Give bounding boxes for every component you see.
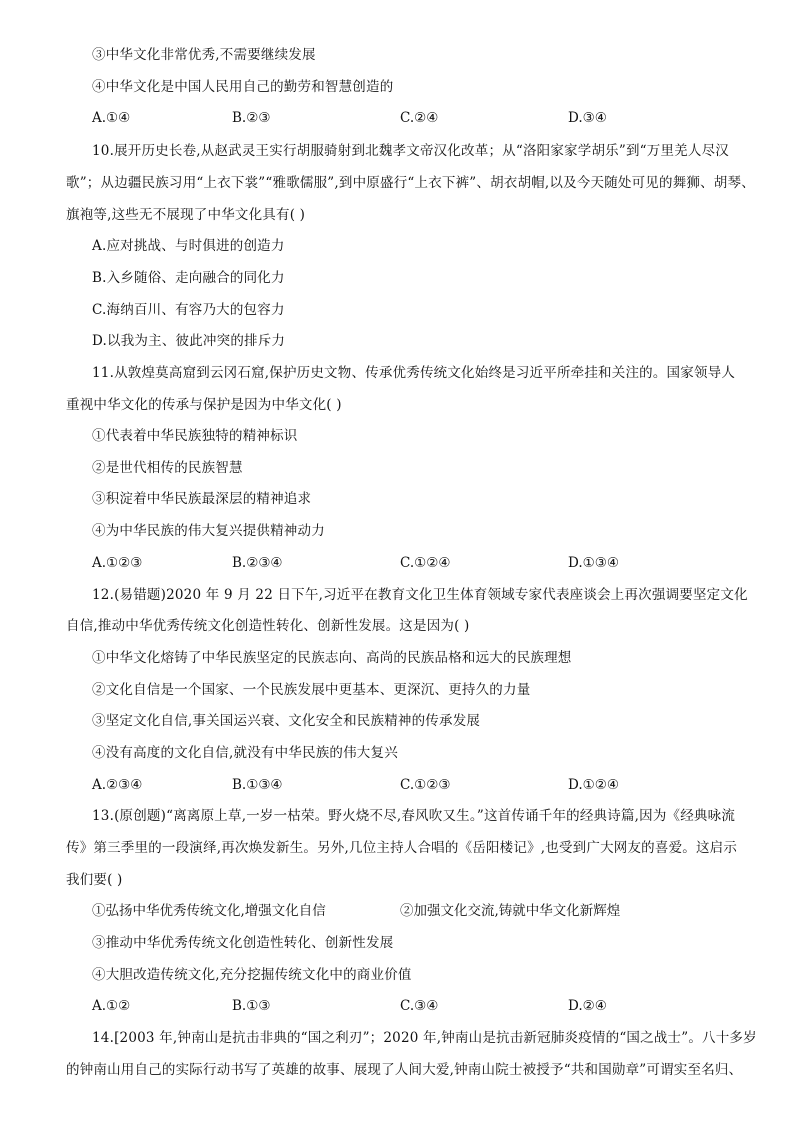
q13-stem-line2: 传》第三季里的一段演绎,再次焕发新生。另外,几位主持人合唱的《岳阳楼记》,也受到广大网友的喜爱。这启示 <box>66 840 738 856</box>
q10-option-a: A.应对挑战、与时俱进的创造力 <box>92 238 285 254</box>
q14-stem-line1: 14.[2003 年,钟南山是抗击非典的“国之利刃”；2020 年,钟南山是抗击新冠肺炎疫情的“国之战士”。八十多岁 <box>92 1030 757 1046</box>
q11-statement-2: ②是世代相传的民族智慧 <box>92 460 243 476</box>
q10-option-d: D.以我为主、彼此冲突的排斥力 <box>92 333 286 349</box>
q13-choice-d: D.②④ <box>568 998 607 1014</box>
q9-choice-d: D.③④ <box>568 110 607 126</box>
q10-stem-line1: 10.展开历史长卷,从赵武灵王实行胡服骑射到北魏孝文帝汉化改革；从“洛阳家家学胡乐”到“万里羌人尽汉 <box>92 143 729 159</box>
q11-statement-4: ④为中华民族的伟大复兴提供精神动力 <box>92 523 325 539</box>
q11-choice-d: D.①③④ <box>568 555 619 571</box>
q12-statement-4: ④没有高度的文化自信,就没有中华民族的伟大复兴 <box>92 745 398 761</box>
q13-stem-line3: 我们要( ) <box>66 872 123 888</box>
q9-choice-b: B.②③ <box>232 110 271 126</box>
q9-option-3: ③中华文化非常优秀,不需要继续发展 <box>92 47 316 63</box>
q11-choice-a: A.①②③ <box>92 555 143 571</box>
q10-option-c: C.海纳百川、有容乃大的包容力 <box>92 302 285 318</box>
q12-statement-3: ③坚定文化自信,事关国运兴衰、文化安全和民族精神的传承发展 <box>92 713 481 729</box>
q14-stem-line2: 的钟南山用自己的实际行动书写了英雄的故事、展现了人间大爱,钟南山院士被授予“共和国勋章”可谓实至名归、 <box>66 1062 743 1078</box>
q12-choice-a: A.②③④ <box>92 777 143 793</box>
q12-statement-2: ②文化自信是一个国家、一个民族发展中更基本、更深沉、更持久的力量 <box>92 682 531 698</box>
q11-stem-line1: 11.从敦煌莫高窟到云冈石窟,保护历史文物、传承优秀传统文化始终是习近平所牵挂和关注的。国家领导人 <box>92 365 736 381</box>
q11-choice-c: C.①②④ <box>400 555 451 571</box>
q10-stem-line2: 歌”；从边疆民族习用“上衣下裳”“雅歌儒服”,到中原盛行“上衣下裤”、胡衣胡帽,以及今天随处可见的舞狮、胡琴、 <box>66 175 755 191</box>
q13-choice-b: B.①③ <box>232 998 271 1014</box>
q12-statement-1: ①中华文化熔铸了中华民族坚定的民族志向、高尚的民族品格和远大的民族理想 <box>92 650 572 666</box>
q9-option-4: ④中华文化是中国人民用自己的勤劳和智慧创造的 <box>92 79 394 95</box>
q13-statement-3: ③推动中华优秀传统文化创造性转化、创新性发展 <box>92 935 394 951</box>
q11-statement-3: ③积淀着中华民族最深层的精神追求 <box>92 491 312 507</box>
q13-statement-4: ④大胆改造传统文化,充分挖掘传统文化中的商业价值 <box>92 967 412 983</box>
q12-choice-d: D.①②④ <box>568 777 619 793</box>
q13-choice-c: C.③④ <box>400 998 439 1014</box>
q10-stem-line3: 旗袍等,这些无不展现了中华文化具有( ) <box>66 207 306 223</box>
q9-choice-a: A.①④ <box>92 110 131 126</box>
q13-statement-1: ①弘扬中华优秀传统文化,增强文化自信 <box>92 903 326 919</box>
q11-statement-1: ①代表着中华民族独特的精神标识 <box>92 428 298 444</box>
q13-statement-2: ②加强文化交流,铸就中华文化新辉煌 <box>400 903 621 919</box>
q10-option-b: B.入乡随俗、走向融合的同化力 <box>92 270 285 286</box>
q13-stem-line1: 13.(原创题)“离离原上草,一岁一枯荣。野火烧不尽,春风吹又生。”这首传诵千年的经典诗篇,因为《经典咏流 <box>92 808 736 824</box>
q12-stem-line2: 自信,推动中华优秀传统文化创造性转化、创新性发展。这是因为( ) <box>66 618 470 634</box>
q12-choice-b: B.①③④ <box>232 777 283 793</box>
q11-stem-line2: 重视中华文化的传承与保护是因为中华文化( ) <box>66 397 342 413</box>
q13-choice-a: A.①② <box>92 998 131 1014</box>
q11-choice-b: B.②③④ <box>232 555 283 571</box>
q12-choice-c: C.①②③ <box>400 777 451 793</box>
q9-choice-c: C.②④ <box>400 110 439 126</box>
q12-stem-line1: 12.(易错题)2020 年 9 月 22 日下午,习近平在教育文化卫生体育领域专家代表座谈会上再次强调要坚定文化 <box>92 587 748 603</box>
